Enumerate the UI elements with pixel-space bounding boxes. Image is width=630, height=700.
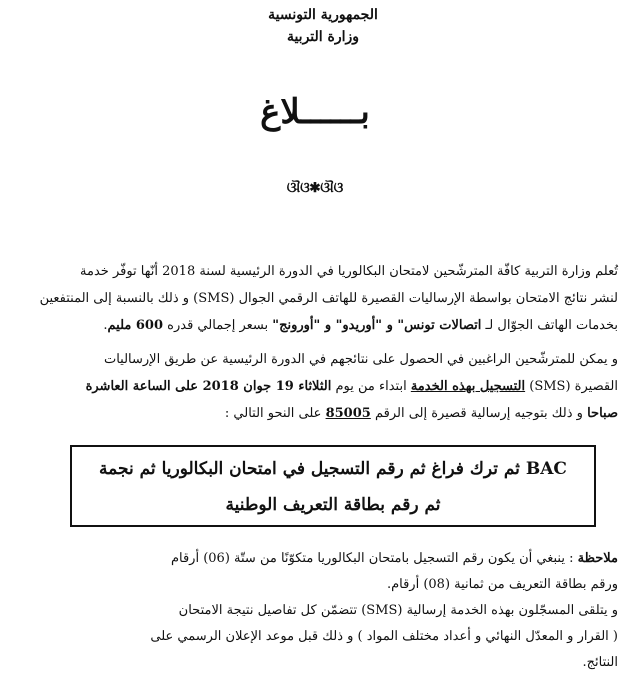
start-date: الثلاثاء 19 جوان 2018 على الساعة العاشرة: [85, 379, 332, 394]
paragraph-1: [10, 258, 618, 339]
document-title: بــــــلاغ: [260, 92, 370, 132]
note-label: ملاحظة: [577, 551, 618, 566]
paragraph-1-line-3: [10, 312, 618, 339]
note-line-3: و يتلقى المسجّلون بهذه الخدمة إرسالية (SMS) تتضمّن كل تفاصيل نتيجة الامتحان: [178, 603, 618, 618]
text-fragment: و ذلك بتوجيه إرسالية قصيرة إلى الرقم: [374, 406, 583, 421]
decorative-ornament: ଔଓ✱ଔଓ: [286, 180, 344, 196]
paragraph-1-line-2: لنشر نتائج الامتحان بواسطة الإرساليات القصيرة للهاتف الرقمي الجوال (SMS) و ذلك بالنسبة إلى المنتفعين: [39, 291, 618, 306]
paragraph-1-line-1: تُعلم وزارة التربية كافّة المترشّحين لامتحان البكالوريا في الدورة الرئيسية لسنة 2018 أنّها توفّر خدمة: [80, 264, 618, 279]
text-fragment: بسعر إجمالي قدره: [167, 318, 269, 333]
ministry-name: وزارة التربية: [286, 29, 360, 45]
paragraph-2: [10, 346, 618, 427]
note-section: [10, 546, 618, 676]
sms-number: 85005: [325, 406, 371, 421]
operators-list: اتصالات تونس" و "أوريدو" و "أورونج": [272, 318, 482, 333]
paragraph-2-line-1: و يمكن للمترشّحين الراغبين في الحصول على نتائجهم في الدورة الرئيسية عن طريق الإرساليات: [103, 352, 618, 367]
sms-format-box: [70, 445, 596, 527]
text-fragment: صباحا: [587, 406, 618, 421]
text-fragment: ابتداء من يوم: [335, 379, 407, 394]
note-line-1: [10, 546, 618, 572]
sms-format-line-2: ثم رقم بطاقة التعريف الوطنية: [225, 495, 441, 515]
letterhead: [248, 4, 398, 48]
registration-phrase: التسجيل بهذه الخدمة: [410, 379, 526, 394]
paragraph-2-line-2: [10, 373, 618, 400]
price: 600 مليم: [107, 318, 164, 333]
text-fragment: القصيرة (SMS): [529, 379, 618, 394]
text-fragment: : ينبغي أن يكون رقم التسجيل بامتحان البكالوريا متكوّنًا من ستّة (06) أرقام: [170, 551, 574, 566]
republic-name: الجمهورية التونسية: [268, 7, 378, 23]
note-line-4: ( القرار و المعدّل النهائي و أعداد مختلف المواد ) و ذلك قبل موعد الإعلان الرسمي على: [150, 629, 618, 644]
text-fragment: على النحو التالي :: [224, 406, 322, 421]
sms-format-line-1: BAC ثم ترك فراغ ثم رقم التسجيل في امتحان البكالوريا ثم نجمة: [99, 459, 567, 479]
note-line-2: ورقم بطاقة التعريف من ثمانية (08) أرقام.: [386, 577, 618, 592]
text-fragment: .: [103, 318, 108, 333]
paragraph-2-line-3: [10, 400, 618, 427]
text-fragment: بخدمات الهاتف الجوّال لـ: [485, 318, 618, 333]
note-line-5: النتائج.: [582, 655, 618, 670]
